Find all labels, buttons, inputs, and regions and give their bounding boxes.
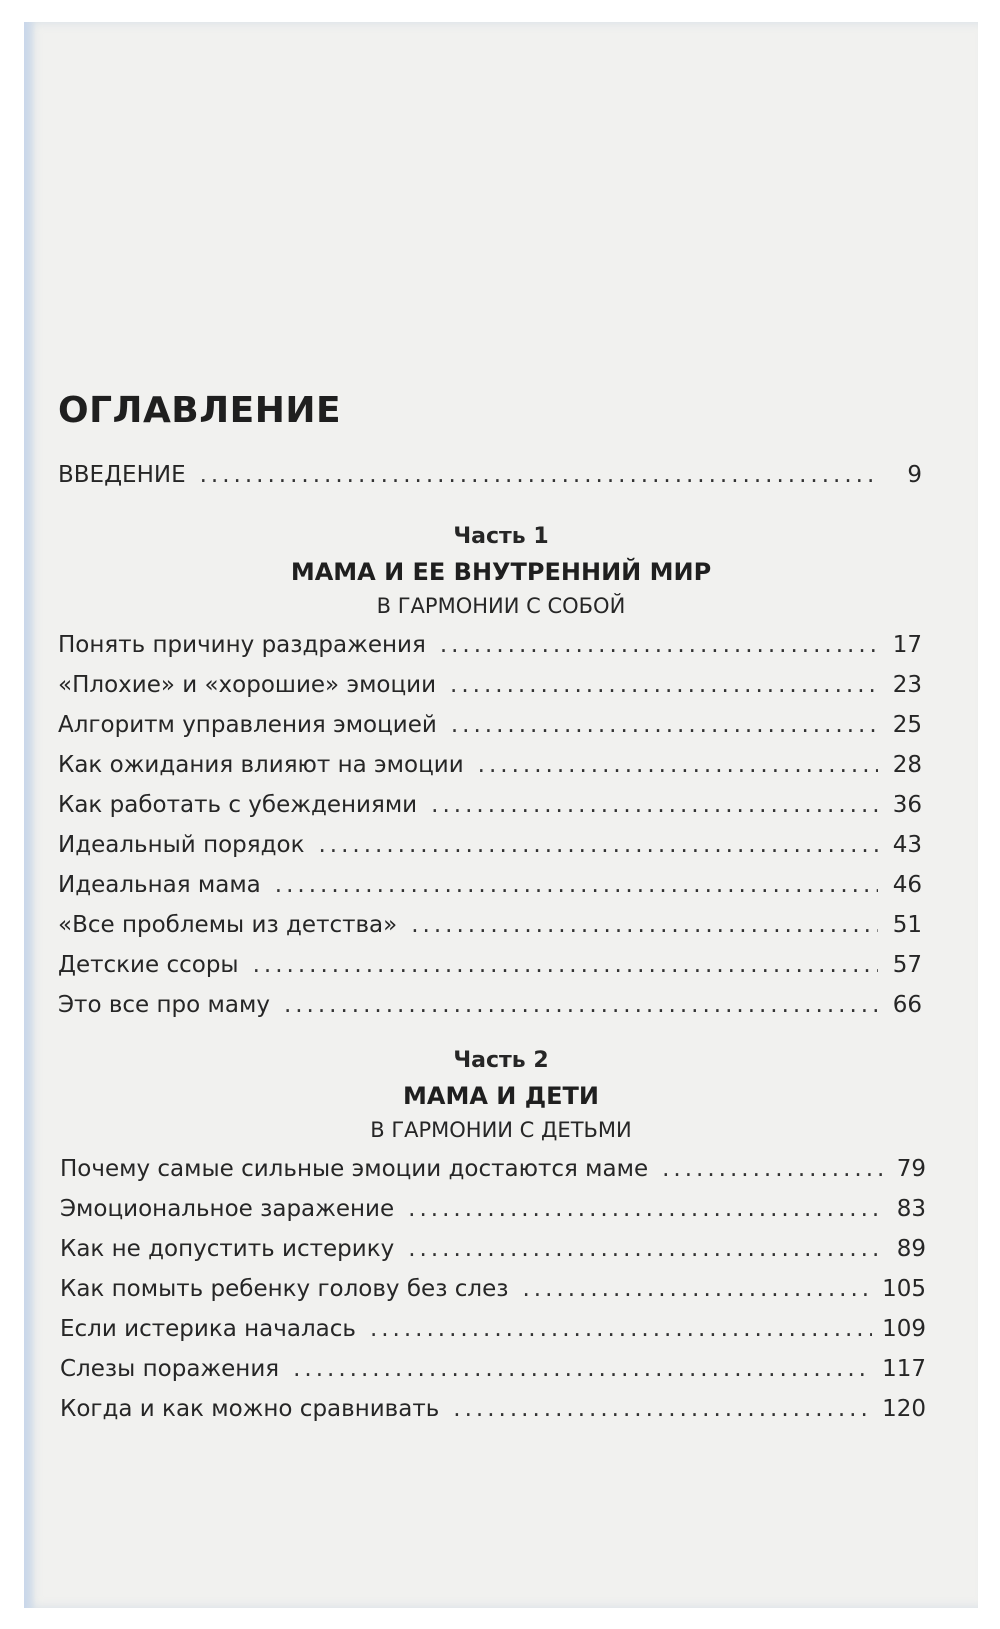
toc-entry-page: 109 bbox=[882, 1316, 926, 1342]
dot-leader bbox=[408, 1194, 882, 1224]
dot-leader bbox=[453, 1394, 872, 1424]
toc-entry-page: 117 bbox=[882, 1356, 926, 1382]
toc-entry-label: Как не допустить истерику bbox=[60, 1236, 395, 1262]
part-2-title: МАМА И ДЕТИ bbox=[403, 1082, 599, 1110]
dot-leader bbox=[293, 1354, 872, 1384]
toc-entry-page: 105 bbox=[882, 1276, 926, 1302]
part-2-label: Часть 2 bbox=[453, 1048, 549, 1073]
toc-entry-page: 89 bbox=[896, 1236, 926, 1262]
toc-entry-page: 51 bbox=[892, 912, 922, 938]
toc-entry-intro bbox=[58, 460, 922, 490]
toc-entry-label: ВВЕДЕНИЕ bbox=[58, 462, 186, 488]
toc-entry-page: 36 bbox=[892, 792, 922, 818]
book-page bbox=[24, 22, 978, 1608]
dot-leader bbox=[522, 1274, 872, 1304]
toc-entry-label: «Плохие» и «хорошие» эмоции bbox=[58, 672, 437, 698]
toc-entry bbox=[58, 710, 922, 740]
toc-entry-page: 57 bbox=[892, 952, 922, 978]
toc-entry-label: «Все проблемы из детства» bbox=[58, 912, 398, 938]
toc-entry bbox=[58, 910, 922, 940]
dot-leader bbox=[200, 460, 878, 490]
toc-entry bbox=[60, 1314, 926, 1344]
dot-leader bbox=[318, 830, 878, 860]
dot-leader bbox=[284, 990, 878, 1020]
dot-leader bbox=[253, 950, 878, 980]
toc-entry bbox=[60, 1234, 926, 1264]
toc-entry-page: 66 bbox=[892, 992, 922, 1018]
toc-entry-page: 43 bbox=[892, 832, 922, 858]
toc-entry bbox=[58, 790, 922, 820]
toc-entry-label: Как работать с убеждениями bbox=[58, 792, 418, 818]
toc-entry-label: Идеальная мама bbox=[58, 872, 261, 898]
dot-leader bbox=[431, 790, 878, 820]
toc-entry bbox=[58, 990, 922, 1020]
part-2-subtitle: В ГАРМОНИИ С ДЕТЬМИ bbox=[370, 1118, 632, 1142]
toc-entry-label: Почему самые сильные эмоции достаются маме bbox=[60, 1156, 649, 1182]
dot-leader bbox=[450, 670, 878, 700]
toc-entry-page: 120 bbox=[882, 1396, 926, 1422]
toc-title: ОГЛАВЛЕНИЕ bbox=[58, 390, 342, 431]
toc-entry bbox=[60, 1194, 926, 1224]
toc-entry-page: 23 bbox=[892, 672, 922, 698]
toc-entry-page: 17 bbox=[892, 632, 922, 658]
page-edge-shadow bbox=[24, 22, 36, 1608]
toc-entry-page: 25 bbox=[892, 712, 922, 738]
dot-leader bbox=[370, 1314, 872, 1344]
part-1-label: Часть 1 bbox=[453, 524, 549, 549]
dot-leader bbox=[275, 870, 878, 900]
part-1-title: МАМА И ЕЕ ВНУТРЕННИЙ МИР bbox=[290, 558, 712, 586]
toc-entry-label: Как помыть ребенку голову без слез bbox=[60, 1276, 509, 1302]
toc-entry-label: Это все про маму bbox=[58, 992, 270, 1018]
toc-entry-page: 9 bbox=[907, 462, 922, 488]
toc-entry-label: Детские ссоры bbox=[58, 952, 239, 978]
toc-entry bbox=[58, 630, 922, 660]
toc-entry bbox=[58, 830, 922, 860]
dot-leader bbox=[411, 910, 878, 940]
dot-leader bbox=[408, 1234, 882, 1264]
dot-leader bbox=[478, 750, 878, 780]
toc-entry-label: Понять причину раздражения bbox=[58, 632, 426, 658]
toc-entry bbox=[60, 1394, 926, 1424]
toc-entry bbox=[58, 870, 922, 900]
toc-entry-label: Слезы поражения bbox=[60, 1356, 280, 1382]
dot-leader bbox=[662, 1154, 882, 1184]
toc-entry-page: 83 bbox=[896, 1196, 926, 1222]
dot-leader bbox=[451, 710, 878, 740]
toc-entry bbox=[58, 670, 922, 700]
toc-entry-label: Эмоциональное заражение bbox=[60, 1196, 395, 1222]
toc-entry-page: 46 bbox=[892, 872, 922, 898]
toc-entry bbox=[58, 750, 922, 780]
toc-entry-label: Как ожидания влияют на эмоции bbox=[58, 752, 464, 778]
toc-entry-label: Когда и как можно сравнивать bbox=[60, 1396, 440, 1422]
toc-entry-page: 79 bbox=[896, 1156, 926, 1182]
dot-leader bbox=[440, 630, 878, 660]
toc-entry-page: 28 bbox=[892, 752, 922, 778]
toc-entry bbox=[58, 950, 922, 980]
toc-entry bbox=[60, 1154, 926, 1184]
toc-entry-label: Алгоритм управления эмоцией bbox=[58, 712, 437, 738]
toc-entry bbox=[60, 1274, 926, 1304]
toc-entry-label: Идеальный порядок bbox=[58, 832, 305, 858]
toc-entry-label: Если истерика началась bbox=[60, 1316, 356, 1342]
part-1-subtitle: В ГАРМОНИИ С СОБОЙ bbox=[376, 594, 626, 618]
toc-entry bbox=[60, 1354, 926, 1384]
